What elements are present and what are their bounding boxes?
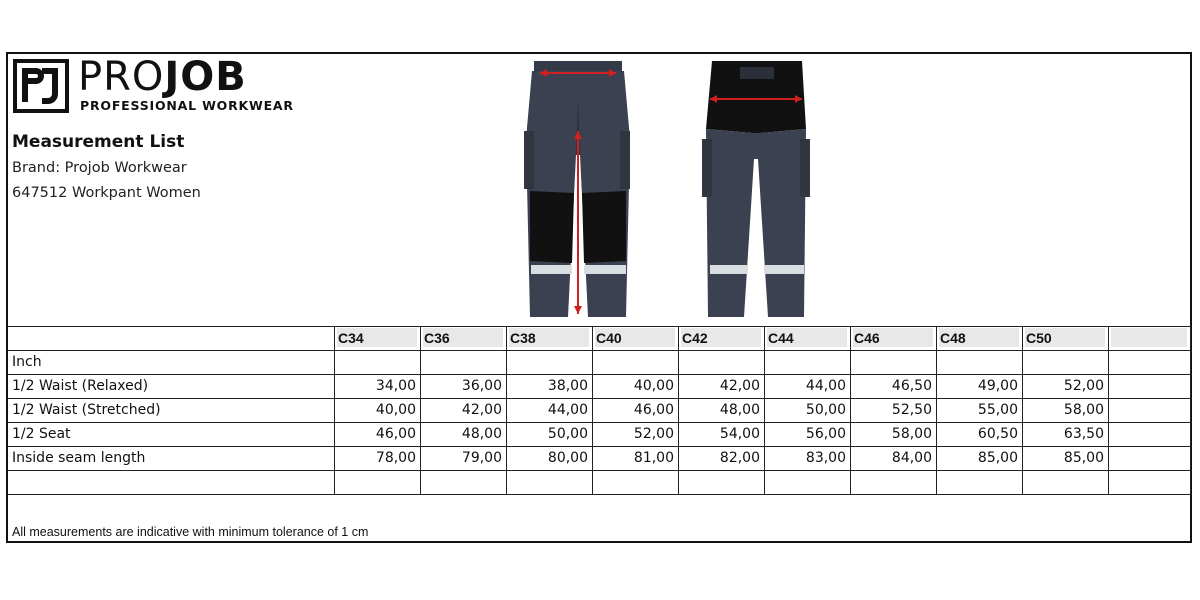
- measurement-sheet: [6, 52, 1192, 543]
- unit-label: Inch: [12, 354, 42, 370]
- table-column-divider: [1190, 326, 1191, 494]
- size-header-c34: C34: [338, 330, 364, 346]
- table-column-divider: [1022, 326, 1023, 494]
- table-column-divider: [764, 326, 765, 494]
- table-column-divider: [506, 326, 507, 494]
- logo-pro-text: PRO: [78, 54, 165, 100]
- measurement-label: 1/2 Waist (Stretched): [12, 402, 161, 418]
- measurement-value: 63,50: [1063, 426, 1104, 442]
- measurement-value: 58,00: [891, 426, 932, 442]
- measurement-value: 50,00: [547, 426, 588, 442]
- measurement-value: 55,00: [977, 402, 1018, 418]
- size-header-c50: C50: [1026, 330, 1052, 346]
- size-header-c42: C42: [682, 330, 708, 346]
- measurement-value: 54,00: [719, 426, 760, 442]
- size-header-c36: C36: [424, 330, 450, 346]
- logo-job-text: JOB: [164, 54, 247, 100]
- measurement-value: 52,00: [633, 426, 674, 442]
- measurement-value: 48,00: [461, 426, 502, 442]
- size-table: [8, 326, 1190, 494]
- page-title: Measurement List: [12, 132, 185, 152]
- measurement-value: 82,00: [719, 450, 760, 466]
- size-header-c38: C38: [510, 330, 536, 346]
- size-header-c48: C48: [940, 330, 966, 346]
- measurement-value: 52,00: [1063, 378, 1104, 394]
- measurement-value: 42,00: [461, 402, 502, 418]
- measurement-value: 49,00: [977, 378, 1018, 394]
- measurement-value: 42,00: [719, 378, 760, 394]
- tolerance-footnote: All measurements are indicative with minimum tolerance of 1 cm: [12, 525, 369, 539]
- trousers-front-image: [522, 59, 634, 321]
- measurement-value: 48,00: [719, 402, 760, 418]
- measurement-value: 46,00: [633, 402, 674, 418]
- measurement-value: 80,00: [547, 450, 588, 466]
- measurement-value: 40,00: [633, 378, 674, 394]
- table-column-divider: [334, 326, 335, 494]
- table-column-divider: [936, 326, 937, 494]
- measurement-value: 84,00: [891, 450, 932, 466]
- size-header-c44: C44: [768, 330, 794, 346]
- table-row-divider: [8, 494, 1190, 495]
- measurement-label: Inside seam length: [12, 450, 146, 466]
- size-header-c40: C40: [596, 330, 622, 346]
- brand-tagline: PROFESSIONAL WORKWEAR: [80, 98, 294, 113]
- measurement-value: 46,00: [375, 426, 416, 442]
- measurement-value: 83,00: [805, 450, 846, 466]
- measurement-value: 36,00: [461, 378, 502, 394]
- measurement-value: 34,00: [375, 378, 416, 394]
- header-cell-shade: [1111, 328, 1187, 347]
- table-column-divider: [1108, 326, 1109, 494]
- trousers-back-image: [700, 59, 812, 321]
- measurement-value: 85,00: [1063, 450, 1104, 466]
- measurement-value: 78,00: [375, 450, 416, 466]
- measurement-value: 38,00: [547, 378, 588, 394]
- measurement-value: 60,50: [977, 426, 1018, 442]
- measurement-value: 46,50: [891, 378, 932, 394]
- measurement-value: 40,00: [375, 402, 416, 418]
- measurement-value: 85,00: [977, 450, 1018, 466]
- brand-logo-wordmark: [78, 54, 247, 100]
- measurement-label: 1/2 Seat: [12, 426, 71, 442]
- table-column-divider: [420, 326, 421, 494]
- table-column-divider: [850, 326, 851, 494]
- projob-logo-icon: [12, 58, 70, 114]
- table-column-divider: [678, 326, 679, 494]
- measurement-value: 58,00: [1063, 402, 1104, 418]
- table-row-divider: [8, 470, 1190, 471]
- measurement-value: 44,00: [805, 378, 846, 394]
- measurement-label: 1/2 Waist (Relaxed): [12, 378, 149, 394]
- table-row-divider: [8, 350, 1190, 351]
- brand-line: Brand: Projob Workwear: [12, 160, 187, 176]
- measurement-value: 50,00: [805, 402, 846, 418]
- product-line: 647512 Workpant Women: [12, 185, 201, 201]
- measurement-value: 79,00: [461, 450, 502, 466]
- size-header-c46: C46: [854, 330, 880, 346]
- measurement-value: 44,00: [547, 402, 588, 418]
- table-column-divider: [592, 326, 593, 494]
- measurement-value: 81,00: [633, 450, 674, 466]
- measurement-value: 52,50: [891, 402, 932, 418]
- measurement-value: 56,00: [805, 426, 846, 442]
